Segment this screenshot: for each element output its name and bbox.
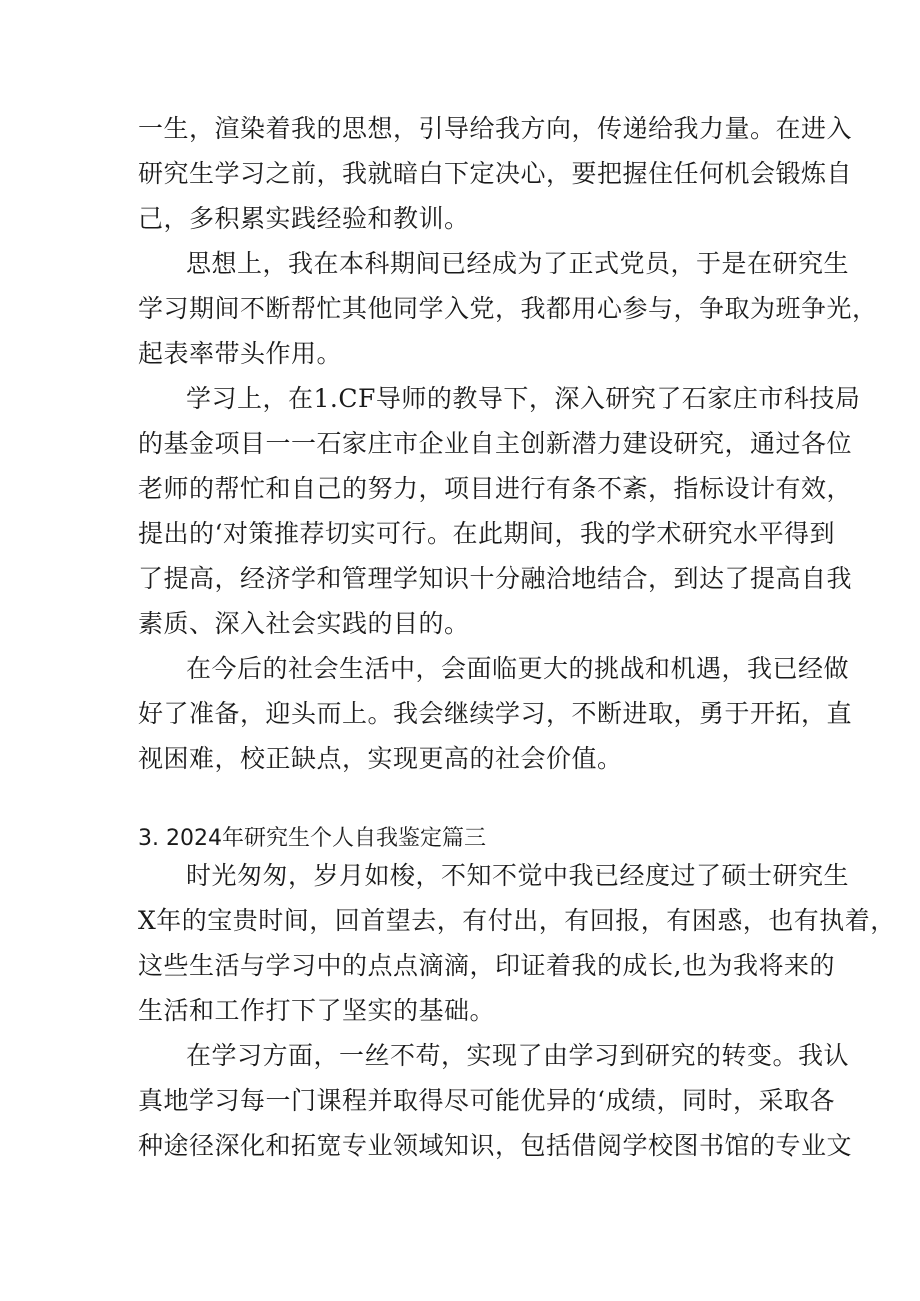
text-line: 学习期间不断帮忙其他同学入党，我都用心参与，争取为班争光， xyxy=(138,294,878,323)
text-line: 了提高，经济学和管理学知识十分融洽地结合，到达了提高自我 xyxy=(138,564,853,593)
text-line: 老师的帮忙和自己的努力，项目进行有条不紊，指标设计有效， xyxy=(138,474,853,503)
text-line: 己，多积累实践经验和教训。 xyxy=(138,204,470,233)
text-line: 起表率带头作用。 xyxy=(138,339,343,368)
text-line: 视困难，校正缺点，实现更高的社会价值。 xyxy=(138,744,623,773)
paragraph-first-line: 思想上，我在本科期间已经成为了正式党员，于是在研究生 xyxy=(186,249,850,278)
paragraph-first-line: 时光匆匆，岁月如梭，不知不觉中我已经度过了硕士研究生 xyxy=(186,861,850,890)
paragraph-first-line: 学习上，在1.CF导师的教导下，深入研究了石家庄市科技局 xyxy=(186,384,861,413)
text-line: 一生，渲染着我的思想，引导给我方向，传递给我力量。在进入 xyxy=(138,114,853,143)
text-line: 提出的‘对策推荐切实可行。在此期间，我的学术研究水平得到 xyxy=(138,519,835,548)
text-line: 种途径深化和拓宽专业领域知识，包括借阅学校图书馆的专业文 xyxy=(138,1131,853,1160)
text-line: 好了准备，迎头而上。我会继续学习，不断进取，勇于开拓，直 xyxy=(138,699,853,728)
text-line: X年的宝贵时间，回首望去，有付出，有回报，有困惑，也有执着， xyxy=(138,906,896,935)
paragraph-first-line: 在学习方面，一丝不苟，实现了由学习到研究的转变。我认 xyxy=(186,1041,850,1070)
text-line: 的基金项目一一石家庄市企业自主创新潜力建设研究，通过各位 xyxy=(138,429,853,458)
text-line: 生活和工作打下了坚实的基础。 xyxy=(138,996,496,1025)
text-line: 研究生学习之前，我就暗白下定决心，要把握住任何机会锻炼自 xyxy=(138,159,853,188)
text-line: 素质、深入社会实践的目的。 xyxy=(138,609,470,638)
text-line: 真地学习每一门课程并取得尽可能优异的‘成绩，同时，采取各 xyxy=(138,1086,835,1115)
section-heading: 3. 2024年研究生个人自我鉴定篇三 xyxy=(138,826,486,851)
text-line: 这些生活与学习中的点点滴滴，印证着我的成长,也为我将来的 xyxy=(138,951,835,980)
paragraph-first-line: 在今后的社会生活中，会面临更大的挑战和机遇，我已经做 xyxy=(186,654,850,683)
